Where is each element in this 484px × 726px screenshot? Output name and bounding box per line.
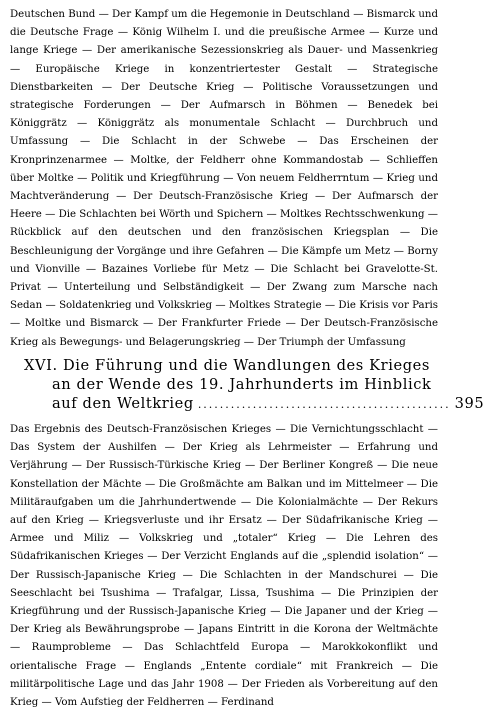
leader-dots: .............................................. — [197, 398, 451, 411]
chapter-title-line-2: an der Wende des 19. Jahrhunderts im Hinblick — [52, 376, 432, 393]
contents-text-upper — [10, 6, 438, 352]
contents-paragraph-upper: Deutschen Bund — Der Kampf um die Hegemonie in Deutschland — Bismarck und die Deutsche Frage — König Wilhelm I. und die preußische Armee — Kurze und lange Kriege — Der amerikanische Sezessionskrieg als Dauer- und Massenkrieg — Europäische Kriege in konzentriertester Gestalt — Strategische Dienstbarkeiten — Der Deutsche Krieg — Politische Voraussetzungen und strategische Forderungen — Der Aufmarsch in Böhmen — Benedek bei Königgrätz — Königgrätz als monumentale Schlacht — Durchbruch und Umfassung — Die Schlacht in der Schwebe — Das Erscheinen der Kronprinzenarmee — Moltke, der Feldherr ohne Kommandostab — Schlieffen über Moltke — Politik und Kriegführung — Von neuem Feldherrntum — Krieg und Machtveränderung — Der Deutsch-Französische Krieg — Der Aufmarsch der Heere — Die Schlachten bei Wörth und Spichern — Moltkes Rechtsschwenkung — Rückblick auf den deutschen und den französischen Kriegsplan — Die Beschleunigung der Vorgänge und ihre Gefahren — Die Kämpfe um Metz — Borny und Vionville — Bazaines Vorliebe für Metz — Die Schlacht bei Gravelotte-St. Privat — Unterteilung und Selbständigkeit — Der Zwang zum Marsche nach Sedan — Soldatenkrieg und Volkskrieg — Moltkes Strategie — Die Krisis vor Paris — Moltke und Bismarck — Der Frankfurter Friede — Der Deutsch-Französische Krieg als Bewegungs- und Belagerungskrieg — Der Triumph der Umfassung — [10, 9, 438, 348]
chapter-title-line-1: XVI. Die Führung und die Wandlungen des Krieges — [24, 357, 430, 374]
contents-text-lower — [10, 421, 438, 712]
chapter-title-line-3 — [24, 394, 484, 414]
contents-paragraph-lower: Das Ergebnis des Deutsch-Französischen Krieges — Die Vernichtungsschlacht — Das System der Aushilfen — Der Krieg als Lehrmeister — Erfahrung und Verjährung — Der Russisch-Türkische Krieg — Der Berliner Kongreß — Die neue Konstellation der Mächte — Die Großmächte am Balkan und im Mittelmeer — Die Militäraufgaben um die Jahrhundertwende — Die Kolonialmächte — Der Rekurs auf den Krieg — Kriegsverluste und ihr Ersatz — Der Südafrikanische Krieg — Armee und Miliz — Volkskrieg und „totaler“ Krieg — Die Lehren des Südafrikanischen Krieges — Der Verzicht Englands auf die „splendid isolation“ — Der Russisch-Japanische Krieg — Die Schlachten in der Mandschurei — Die Seeschlacht bei Tsushima — Trafalgar, Lissa, Tsushima — Die Prinzipien der Kriegführung und der Russisch-Japanische Krieg — Die Japaner und der Krieg — Der Krieg als Bewährungsprobe — Japans Eintritt in die Korona der Weltmächte — Raumprobleme — Das Schlachtfeld Europa — Marokkokonflikt und orientalische Frage — Englands „Entente cordiale“ mit Frankreich — Die militärpolitische Lage und das Jahr 1908 — Der Frieden als Vorbereitung auf den Krieg — Vom Aufstieg der Feldherren — Ferdinand — [10, 424, 438, 709]
chapter-title-line-3-text: auf den Weltkrieg — [52, 395, 194, 412]
chapter-page-number: 395 — [454, 395, 484, 412]
chapter-heading — [24, 356, 484, 414]
